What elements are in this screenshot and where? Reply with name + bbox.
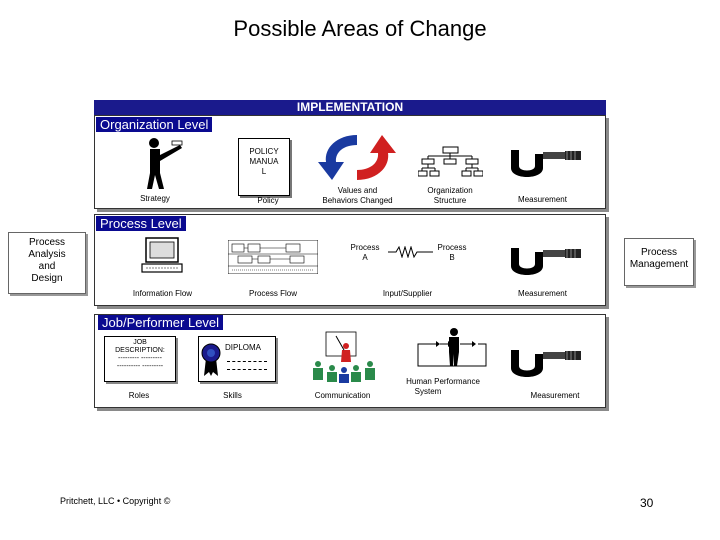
structure-label-2: Structure — [433, 196, 467, 205]
micrometer-icon — [505, 240, 585, 280]
process-analysis-line-1: Process — [28, 237, 66, 248]
process-b-line-1: Process — [437, 243, 467, 252]
strategy-label: Strategy — [140, 194, 170, 203]
policy-manual-line-3: L — [261, 167, 267, 176]
process-measurement-label: Measurement — [518, 289, 567, 298]
job-description-icon — [104, 336, 176, 382]
computer-icon — [140, 236, 185, 276]
information-flow-label: Information Flow — [132, 289, 193, 298]
process-level-tab: Process Level — [96, 216, 186, 231]
diploma-line — [227, 361, 267, 362]
roles-label: Roles — [128, 391, 150, 400]
policy-label: Policy — [257, 196, 279, 205]
organization-level-tab: Organization Level — [96, 117, 212, 132]
values-label-2: Behaviors Changed — [322, 196, 393, 205]
policy-manual-line-1: POLICY — [249, 147, 279, 156]
hps-label-2: System — [414, 387, 442, 396]
job-desc-line-1: JOB — [133, 339, 147, 346]
input-supplier-label: Input/Supplier — [382, 289, 433, 298]
process-management-line-1: Process — [640, 247, 678, 258]
policy-manual-icon — [238, 138, 290, 196]
process-a-line-2: A — [362, 253, 368, 262]
values-label-1: Values and — [337, 186, 378, 195]
strategy-icon — [140, 135, 185, 190]
job-measurement-label: Measurement — [530, 391, 580, 400]
connector-line — [388, 246, 433, 258]
implementation-label: IMPLEMENTATION — [296, 100, 404, 114]
process-flow-diagram-icon — [228, 240, 318, 274]
structure-label-1: Organization — [427, 186, 473, 195]
job-desc-line-3: --------- --------- — [118, 355, 162, 362]
communication-icon — [312, 330, 378, 384]
org-measurement-label: Measurement — [518, 195, 567, 204]
copyright-footer: Pritchett, LLC • Copyright © — [60, 496, 171, 506]
job-desc-line-4: ---------- --------- — [116, 363, 164, 370]
award-seal-icon — [200, 342, 222, 378]
cycle-arrows-icon — [312, 130, 402, 185]
communication-label: Communication — [314, 391, 371, 400]
process-analysis-line-3: and — [38, 261, 56, 272]
process-analysis-box — [8, 232, 86, 294]
job-level-tab: Job/Performer Level — [98, 315, 223, 330]
process-flow-label: Process Flow — [248, 289, 297, 298]
human-performance-system-icon — [410, 326, 500, 376]
process-management-line-2: Management — [629, 259, 689, 270]
process-analysis-line-2: Analysis — [28, 249, 66, 260]
process-b-line-2: B — [449, 253, 455, 262]
micrometer-icon — [505, 142, 585, 182]
process-management-box — [624, 238, 694, 286]
diploma-line — [227, 369, 267, 370]
process-analysis-line-4: Design — [31, 273, 63, 284]
process-a-line-1: Process — [350, 243, 380, 252]
skills-label: Skills — [223, 391, 242, 400]
page-title: Possible Areas of Change — [233, 16, 487, 41]
org-chart-icon — [418, 145, 483, 180]
policy-manual-line-2: MANUA — [249, 157, 279, 166]
micrometer-icon — [505, 342, 585, 382]
job-desc-line-2: DESCRIPTION: — [115, 347, 165, 354]
hps-label-1: Human Performance — [406, 377, 480, 386]
page-number: 30 — [640, 496, 654, 510]
diploma-label: DIPLOMA — [225, 343, 262, 352]
